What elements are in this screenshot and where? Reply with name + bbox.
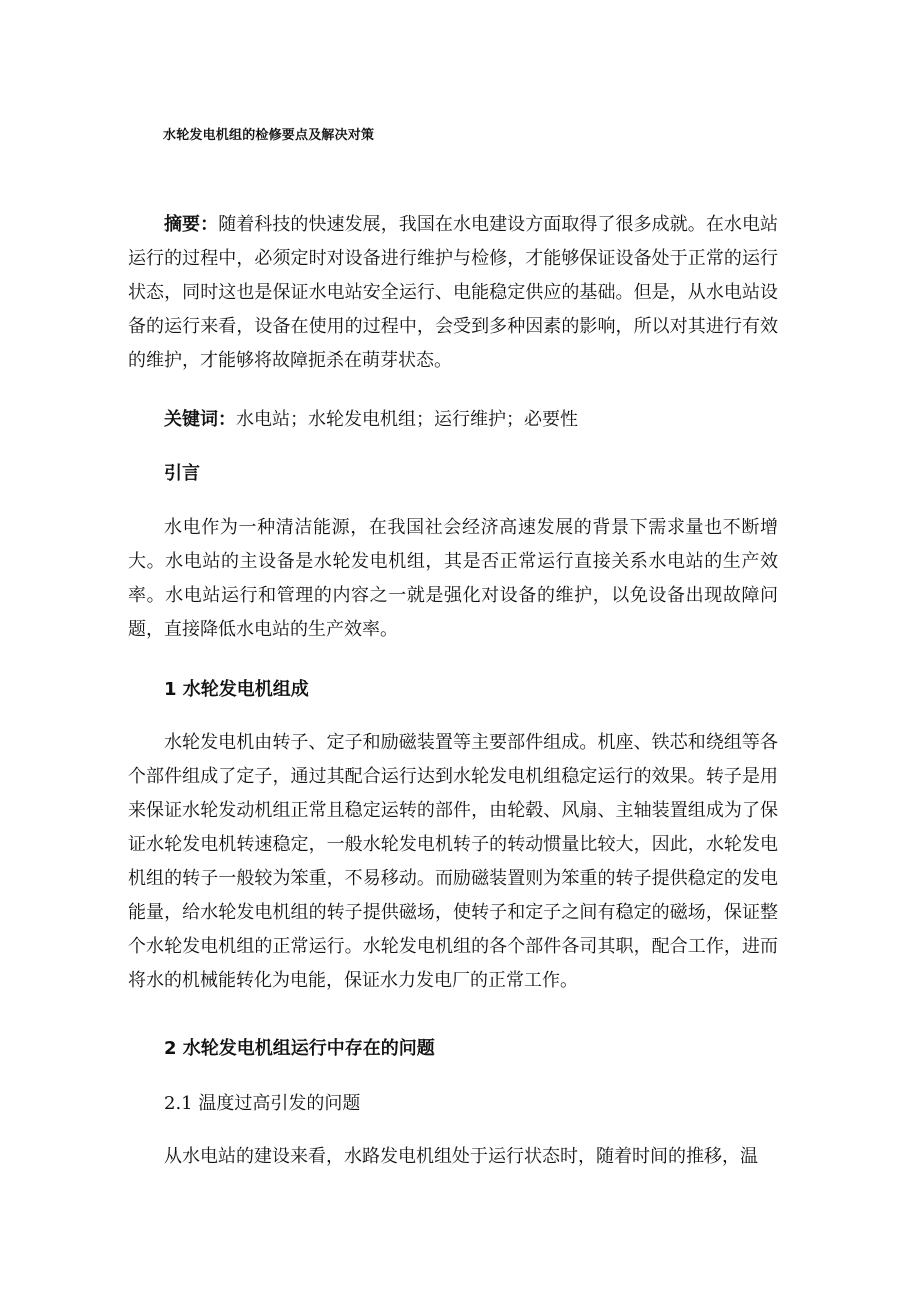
abstract-paragraph xyxy=(128,208,778,378)
abstract-text: 随着科技的快速发展，我国在水电建设方面取得了很多成就。在水电站运行的过程中，必须定时对设备进行维护与检修，才能够保证设备处于正常的运行状态，同时这也是保证水电站安全运行、电能稳定供应的基础。但是，从水电站设备的运行来看，设备在使用的过程中，会受到多种因素的影响，所以对其进行有效的维护，才能够将故障扼杀在萌芽状态。 xyxy=(128,214,779,371)
section-1-heading: 1 水轮发电机组成 xyxy=(164,679,309,700)
intro-heading: 引言 xyxy=(164,463,200,484)
section-2-1-heading: 2.1 温度过高引发的问题 xyxy=(164,1093,361,1114)
keywords-paragraph xyxy=(128,403,778,437)
document-title: 水轮发电机组的检修要点及解决对策 xyxy=(163,128,375,143)
keywords-label: 关键词： xyxy=(164,409,236,430)
abstract-label: 摘要： xyxy=(164,214,219,235)
section-2-1-paragraph: 从水电站的建设来看，水路发电机组处于运行状态时，随着时间的推移，温 xyxy=(164,1146,758,1167)
keywords-text: 水电站；水轮发电机组；运行维护；必要性 xyxy=(236,409,578,430)
section-2-heading: 2 水轮发电机组运行中存在的问题 xyxy=(164,1038,435,1059)
intro-paragraph: 水电作为一种清洁能源，在我国社会经济高速发展的背景下需求量也不断增大。水电站的主设备是水轮发电机组，其是否正常运行直接关系水电站的生产效率。水电站运行和管理的内容之一就是强化对设备的维护，以免设备出现故障问题，直接降低水电站的生产效率。 xyxy=(128,517,778,640)
section-1-paragraph: 水轮发电机由转子、定子和励磁装置等主要部件组成。机座、铁芯和绕组等各个部件组成了定子，通过其配合运行达到水轮发电机组稳定运行的效果。转子是用来保证水轮发动机组正常且稳定运转的部件，由轮毂、风扇、主轴装置组成为了保证水轮发电机转速稳定，一般水轮发电机转子的转动惯量比较大，因此，水轮发电机组的转子一般较为笨重，不易移动。而励磁装置则为笨重的转子提供稳定的发电能量，给水轮发电机组的转子提供磁场，使转子和定子之间有稳定的磁场，保证整个水轮发电机组的正常运行。水轮发电机组的各个部件各司其职，配合工作，进而将水的机械能转化为电能，保证水力发电厂的正常工作。 xyxy=(128,732,778,991)
